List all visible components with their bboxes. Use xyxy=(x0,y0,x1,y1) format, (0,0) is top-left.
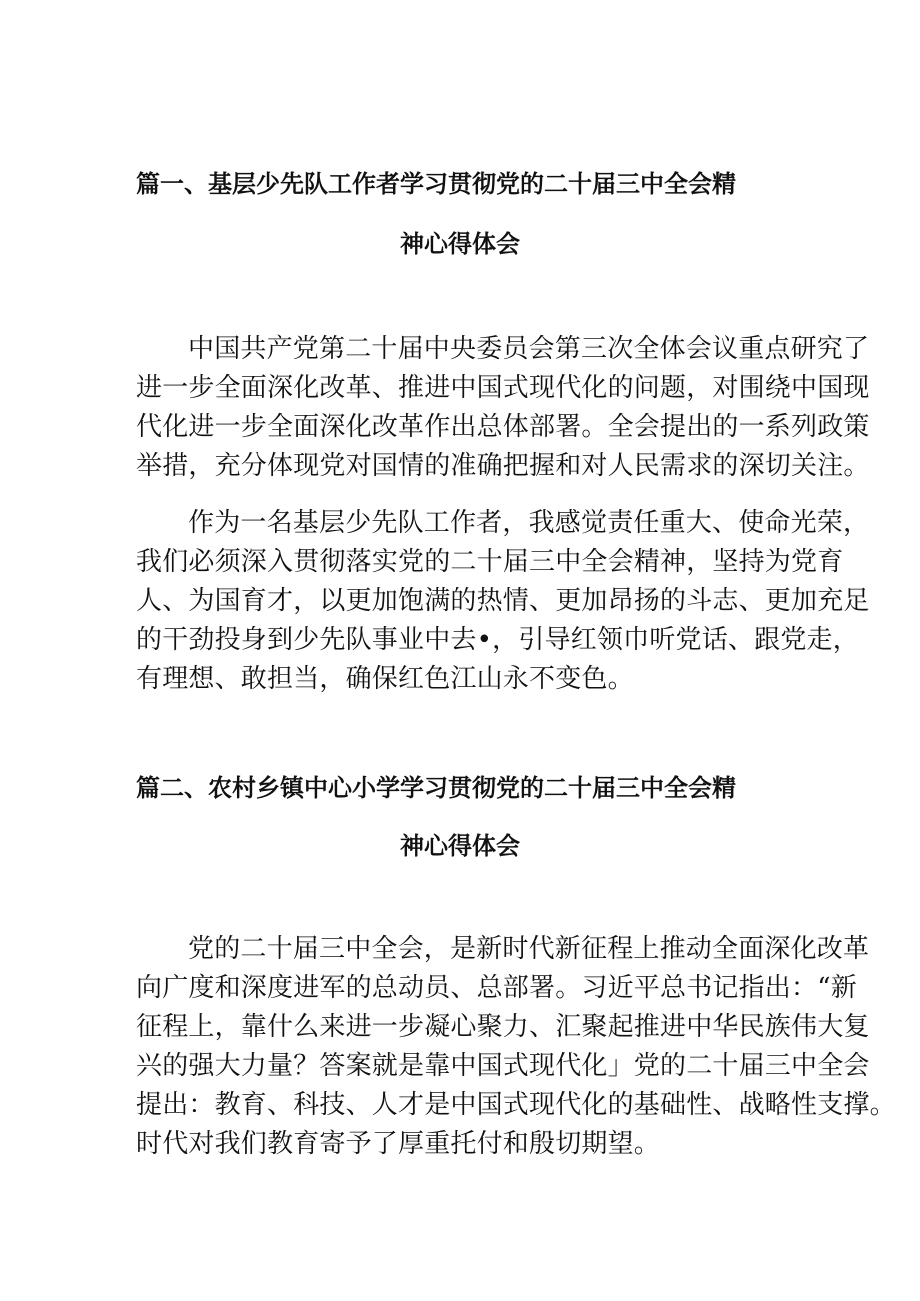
text-line: 中国共产党第二十届中央委员会第三次全体会议重点研究了 xyxy=(188,334,870,364)
text-line: 征程上，靠什么来进一步凝心聚力、汇聚起推进中华民族伟大复 xyxy=(136,1012,870,1042)
section-2-paragraph-1 xyxy=(136,930,896,1164)
text-line: 向广度和深度进军的总动员、总部署。习近平总书记指出：“新 xyxy=(136,973,857,1003)
section-1-title: 篇一、基层少先队工作者学习贯彻党的二十届三中全会精 xyxy=(136,170,736,198)
text-line: 时代对我们教育寄予了厚重托付和殷切期望。 xyxy=(136,1129,661,1159)
text-line: 进一步全面深化改革、推进中国式现代化的问题，对围绕中国现 xyxy=(136,373,870,403)
text-line: 作为一名基层少先队工作者，我感觉责任重大、使命光荣， xyxy=(188,508,870,538)
text-line: 我们必须深入贯彻落实党的二十届三中全会精神，坚持为党育 xyxy=(136,547,844,577)
text-line: 兴的强大力量？答案就是靠中国式现代化」党的二十届三中全会 xyxy=(136,1051,870,1081)
section-2-title: 篇二、农村乡镇中心小学学习贯彻党的二十届三中全会精 xyxy=(136,774,736,802)
text-line: 提出：教育、科技、人才是中国式现代化的基础性、战略性支撑。 xyxy=(136,1090,896,1120)
text-line: 的干劲投身到少先队事业中去•，引导红领巾听党话、跟党走， xyxy=(136,625,859,655)
section-1-paragraph-2 xyxy=(136,504,870,699)
text-line: 党的二十届三中全会，是新时代新征程上推动全面深化改革 xyxy=(188,934,870,964)
text-line: 人、为国育才，以更加饱满的热情、更加昂扬的斗志、更加充足 xyxy=(136,586,870,616)
text-line: 举措，充分体现党对国情的准确把握和对人民需求的深切关注。 xyxy=(136,451,870,481)
text-line: 有理想、敢担当，确保红色江山永不变色。 xyxy=(136,664,634,694)
text-line: 代化进一步全面深化改革作出总体部署。全会提出的一系列政策 xyxy=(136,412,870,442)
section-2-title-continued: 神心得体会 xyxy=(400,832,520,860)
section-1-title-continued: 神心得体会 xyxy=(400,230,520,258)
section-1-paragraph-1 xyxy=(136,330,870,486)
